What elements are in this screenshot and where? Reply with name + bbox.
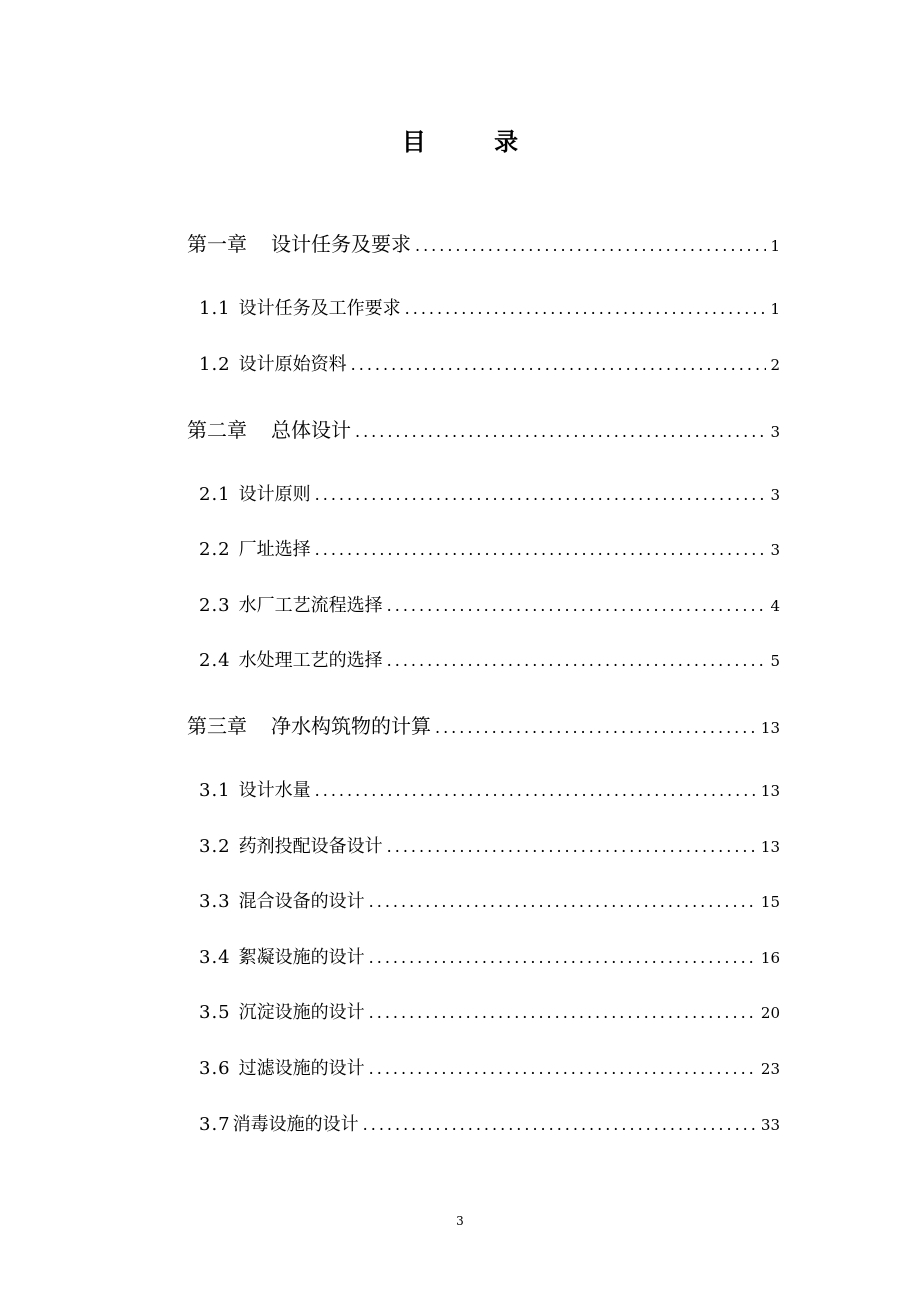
- toc-entry-label: 混合设备的设计: [238, 891, 365, 912]
- toc-entry-page: 23: [760, 1060, 780, 1078]
- dot-leader: [315, 781, 757, 800]
- dot-leader: [369, 948, 757, 967]
- toc-entry-chapter-2[interactable]: [187, 414, 780, 444]
- toc-entry-page: 5: [770, 652, 780, 670]
- toc-entry-label: 絮凝设施的设计: [238, 947, 365, 968]
- dot-leader: [435, 718, 757, 737]
- toc-entry-page: 15: [760, 893, 780, 911]
- dot-leader: [351, 355, 767, 374]
- dot-leader: [405, 299, 767, 318]
- toc-entry-label: 设计原则: [238, 484, 311, 505]
- toc-entry-page: 1: [770, 300, 780, 318]
- toc-entry-label: 设计任务及工作要求: [238, 298, 401, 319]
- toc-entry-number: 第一章: [187, 232, 247, 256]
- toc-entry-label: 设计水量: [238, 780, 311, 801]
- toc-entry-2-1[interactable]: [199, 480, 780, 510]
- toc-entry-page: 13: [760, 719, 780, 737]
- toc-entry-page: 4: [770, 597, 780, 615]
- toc-entry-number: 2.2: [199, 539, 231, 560]
- toc-entry-page: 13: [760, 838, 780, 856]
- toc-entry-3-1[interactable]: [199, 776, 780, 806]
- toc-entry-number: 3.3: [199, 891, 231, 912]
- toc-entry-label: 设计任务及要求: [271, 232, 411, 256]
- toc-entry-number: 第二章: [187, 418, 247, 442]
- page-number: 3: [456, 1214, 464, 1228]
- toc-entry-page: 16: [760, 949, 780, 967]
- dot-leader: [315, 485, 767, 504]
- toc-entry-label: 总体设计: [271, 418, 351, 442]
- toc-entry-number: 1.2: [199, 354, 231, 375]
- toc-entry-page: 1: [770, 237, 780, 255]
- toc-title: 目 录: [401, 128, 549, 156]
- toc-entry-page: 2: [770, 356, 780, 374]
- toc-entry-label: 设计原始资料: [238, 354, 347, 375]
- dot-leader: [387, 596, 767, 615]
- toc-entry-number: 3.5: [199, 1002, 231, 1023]
- toc-entry-number: 第三章: [187, 714, 247, 738]
- toc-entry-page: 3: [770, 423, 780, 441]
- toc-entry-label: 药剂投配设备设计: [238, 836, 383, 857]
- toc-entry-number: 2.3: [199, 595, 231, 616]
- toc-entry-number: 3.7: [199, 1114, 231, 1135]
- toc-entry-3-6[interactable]: [199, 1054, 780, 1084]
- dot-leader: [355, 422, 766, 441]
- dot-leader: [415, 236, 766, 255]
- dot-leader: [369, 1059, 757, 1078]
- toc-entry-page: 20: [760, 1004, 780, 1022]
- toc-entry-page: 13: [760, 782, 780, 800]
- toc-entry-chapter-1[interactable]: [187, 228, 780, 258]
- toc-entry-page: 3: [770, 541, 780, 559]
- toc-entry-2-4[interactable]: [199, 646, 780, 676]
- toc-entry-2-3[interactable]: [199, 591, 780, 621]
- toc-entry-label: 厂址选择: [238, 539, 311, 560]
- toc-entry-number: 3.4: [199, 947, 231, 968]
- dot-leader: [369, 892, 757, 911]
- toc-entry-chapter-3[interactable]: [187, 710, 780, 740]
- toc-entry-3-3[interactable]: [199, 887, 780, 917]
- toc-entry-2-2[interactable]: [199, 535, 780, 565]
- dot-leader: [369, 1003, 757, 1022]
- toc-entry-label: 水厂工艺流程选择: [238, 595, 383, 616]
- toc-entry-label: 净水构筑物的计算: [271, 714, 431, 738]
- toc-entry-1-2[interactable]: [199, 350, 780, 380]
- toc-entry-number: 3.2: [199, 836, 231, 857]
- dot-leader: [387, 837, 757, 856]
- toc-entry-1-1[interactable]: [199, 294, 780, 324]
- toc-entry-label: 水处理工艺的选择: [238, 650, 383, 671]
- toc-entry-label: 沉淀设施的设计: [238, 1002, 365, 1023]
- toc-entry-3-4[interactable]: [199, 943, 780, 973]
- toc-entry-number: 2.1: [199, 484, 231, 505]
- toc-entry-number: 3.1: [199, 780, 231, 801]
- toc-entry-page: 3: [770, 486, 780, 504]
- dot-leader: [387, 651, 767, 670]
- toc-entry-label: 消毒设施的设计: [232, 1114, 359, 1135]
- toc-entry-3-2[interactable]: [199, 832, 780, 862]
- dot-leader: [363, 1115, 757, 1134]
- toc-entry-number: 2.4: [199, 650, 231, 671]
- dot-leader: [315, 540, 767, 559]
- toc-entry-label: 过滤设施的设计: [238, 1058, 365, 1079]
- toc-entry-page: 33: [760, 1116, 780, 1134]
- toc-entry-number: 3.6: [199, 1058, 231, 1079]
- toc-entry-number: 1.1: [199, 298, 231, 319]
- toc-entry-3-5[interactable]: [199, 998, 780, 1028]
- toc-entry-3-7[interactable]: [199, 1110, 780, 1140]
